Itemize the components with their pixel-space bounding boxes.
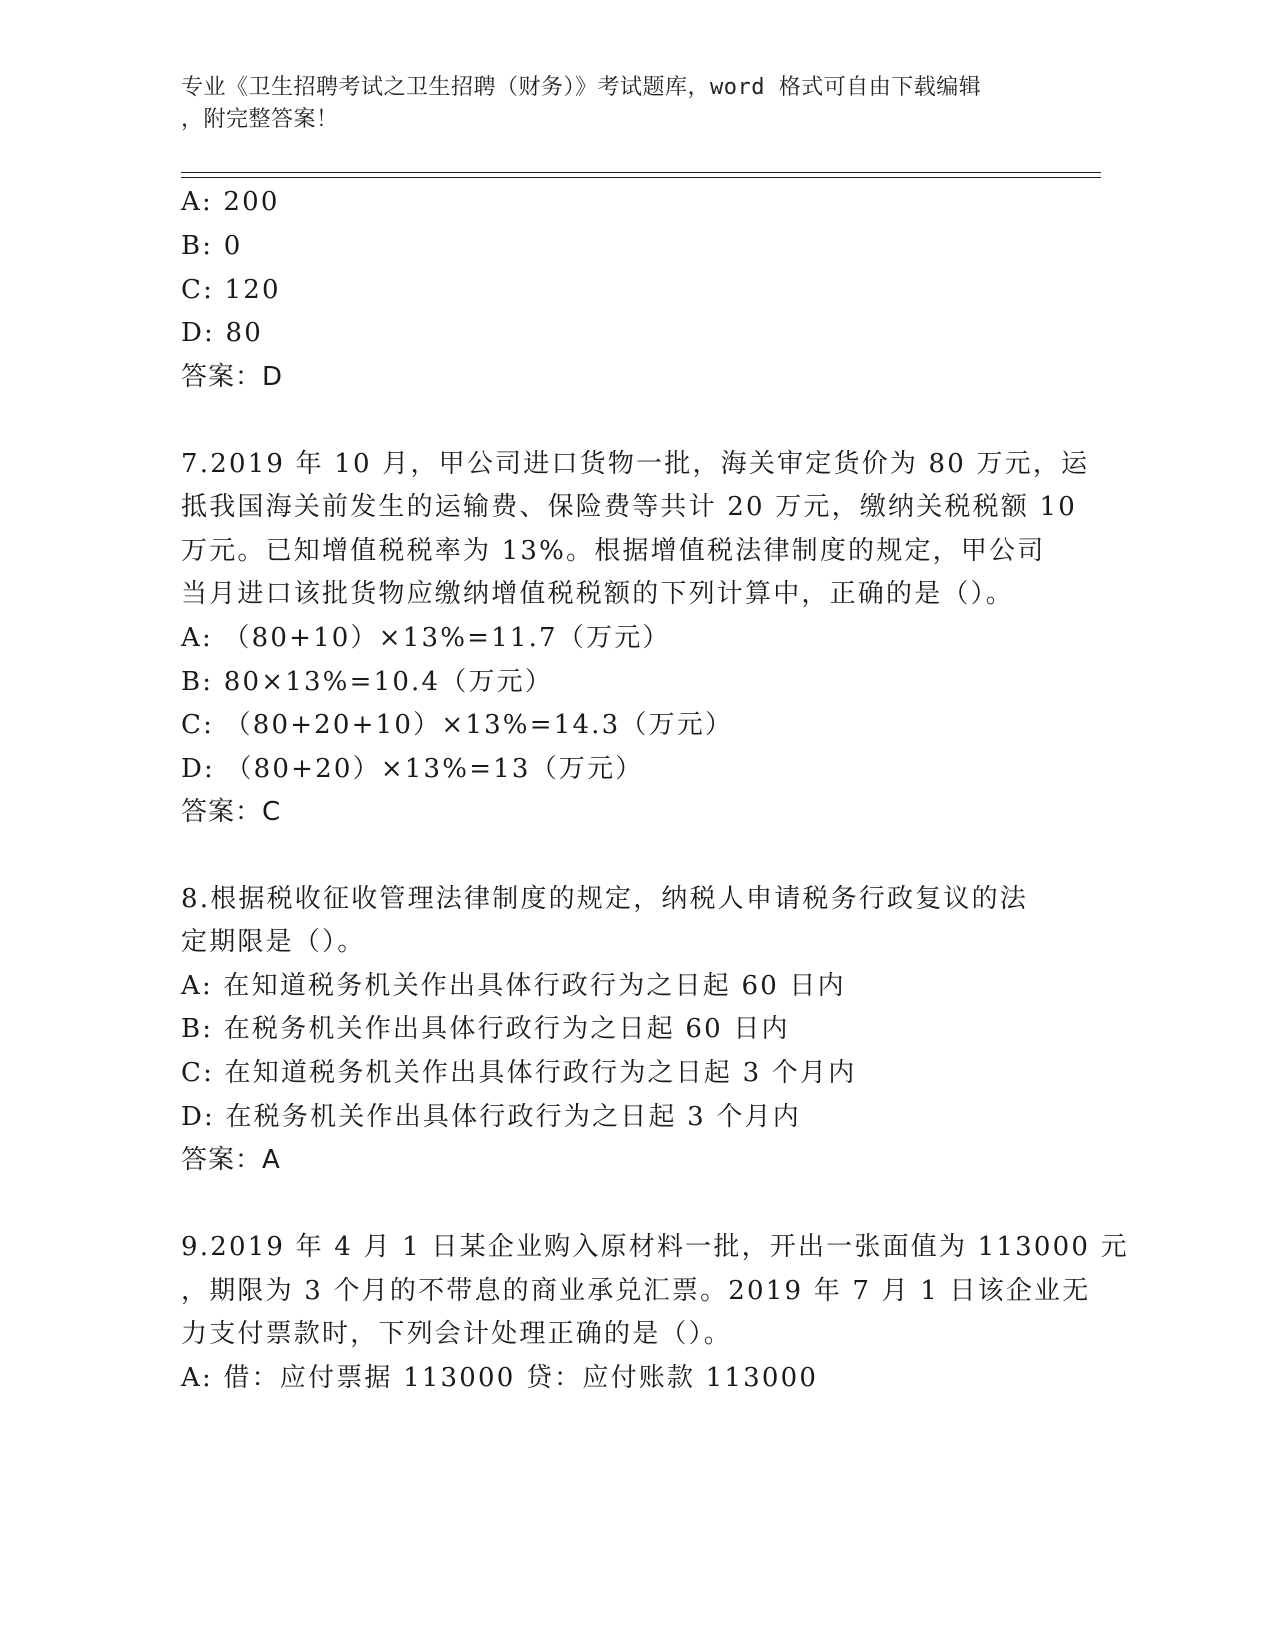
q6-option-b: B: 0 [181, 231, 243, 261]
q8-option-d: D: 在税务机关作出具体行政行为之日起 3 个月内 [181, 1102, 801, 1132]
q6-option-c: C: 120 [181, 275, 281, 305]
q7-stem-line-3: 万元。已知增值税税率为 13%。根据增值税法律制度的规定，甲公司 [181, 536, 1046, 566]
header-rule-top [181, 172, 1101, 173]
document-header [181, 72, 1061, 136]
header-line-1: 专业《卫生招聘考试之卫生招聘（财务）》考试题库，word 格式可自由下载编辑 [181, 75, 982, 100]
q7-option-a: A: （80+10）×13%=11.7（万元） [181, 623, 671, 653]
q9-stem-line-1: 9.2019 年 4 月 1 日某企业购入原材料一批，开出一张面值为 113000 元 [181, 1232, 1129, 1262]
q6-option-a: A: 200 [181, 187, 280, 217]
q7-option-b: B: 80×13%=10.4（万元） [181, 667, 554, 697]
q8-option-c: C: 在知道税务机关作出具体行政行为之日起 3 个月内 [181, 1058, 857, 1088]
q9-stem-line-3: 力支付票款时，下列会计处理正确的是（）。 [181, 1319, 733, 1349]
q7-stem-line-1: 7.2019 年 10 月，甲公司进口货物一批，海关审定货价为 80 万元，运 [181, 449, 1090, 479]
q7-option-c: C: （80+20+10）×13%=14.3（万元） [181, 710, 734, 740]
q6-option-d: D: 80 [181, 318, 263, 348]
header-rule-bottom [181, 177, 1101, 178]
q9-option-a: A: 借：应付票据 113000 贷：应付账款 113000 [181, 1363, 819, 1393]
header-line-2: ，附完整答案！ [181, 107, 339, 132]
q6-answer: 答案：D [181, 362, 284, 392]
q8-stem-line-2: 定期限是（）。 [181, 927, 366, 957]
q7-option-d: D: （80+20）×13%=13（万元） [181, 754, 644, 784]
q7-stem-line-2: 抵我国海关前发生的运输费、保险费等共计 20 万元，缴纳关税税额 10 [181, 492, 1077, 522]
q7-stem-line-4: 当月进口该批货物应缴纳增值税税额的下列计算中，正确的是（）。 [181, 579, 1015, 609]
q8-option-b: B: 在税务机关作出具体行政行为之日起 60 日内 [181, 1014, 790, 1044]
q7-answer: 答案：C [181, 797, 282, 827]
q8-option-a: A: 在知道税务机关作出具体行政行为之日起 60 日内 [181, 971, 846, 1001]
q8-stem-line-1: 8.根据税收征收管理法律制度的规定，纳税人申请税务行政复议的法 [181, 884, 1029, 914]
q9-stem-line-2: ，期限为 3 个月的不带息的商业承兑汇票。2019 年 7 月 1 日该企业无 [181, 1276, 1091, 1306]
q8-answer: 答案：A [181, 1145, 281, 1175]
